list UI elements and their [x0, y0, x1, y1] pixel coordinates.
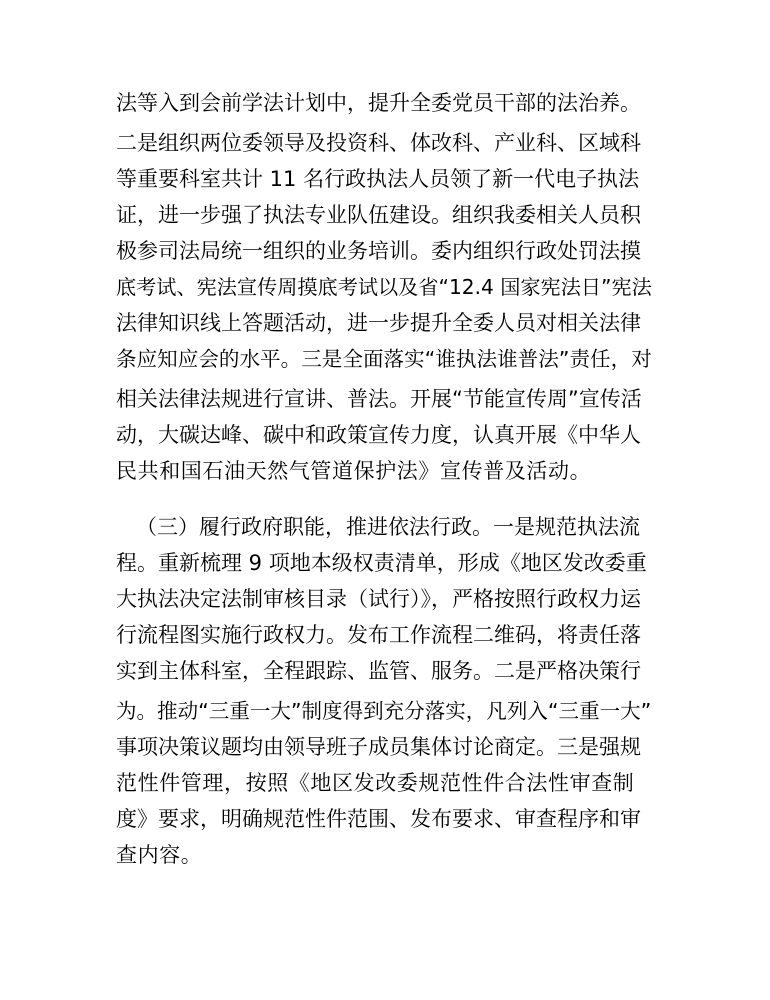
paragraph-2-line-8: 范性件管理，按照《地区发改委规范性件合法性审查制 — [116, 771, 635, 795]
paragraph-2-line-6: 为。推动“三重一大”制度得到充分落实，凡列入“三重一大” — [116, 699, 652, 723]
paragraph-2-line-7: 事项决策议题均由领导班子成员集体讨论商定。三是强规 — [116, 735, 641, 759]
paragraph-1-line-8: 条应知应会的水平。三是全面落实“谁执法谁普法”责任，对 — [116, 347, 652, 371]
paragraph-1-line-10: 动，大碳达峰、碳中和政策宣传力度，认真开展《中华人 — [116, 423, 641, 447]
paragraph-2-line-3: 大执法决定法制审核目录（试行）》，严格按照行政权力运 — [116, 587, 641, 611]
paragraph-1-line-6: 底考试、宪法宣传周摸底考试以及省“12.4 国家宪法日”宪法 — [116, 275, 652, 299]
paragraph-1-line-7: 法律知识线上答题活动，进一步提升全委人员对相关法律 — [116, 311, 641, 335]
paragraph-1-line-11: 民共和国石油天然气管道保护法》宣传普及活动。 — [116, 459, 592, 483]
paragraph-2-line-4: 行流程图实施行政权力。发布工作流程二维码，将责任落 — [116, 623, 641, 647]
paragraph-2-line-9: 度》要求，明确规范性件范围、发布要求、审查程序和审 — [116, 807, 641, 831]
paragraph-1-line-5: 极参司法局统一组织的业务培训。委内组织行政处罚法摸 — [116, 239, 641, 263]
paragraph-2-line-10: 查内容。 — [116, 843, 203, 867]
paragraph-1-line-9: 相关法律法规进行宣讲、普法。开展“节能宣传周”宣传活 — [116, 387, 642, 411]
paragraph-1-line-1: 法等入到会前学法计划中，提升全委党员干部的法治养。 — [116, 91, 641, 115]
paragraph-1-line-4: 证，进一步强了执法专业队伍建设。组织我委相关人员积 — [116, 203, 641, 227]
paragraph-1-line-3: 等重要科室共计 11 名行政执法人员领了新一代电子执法 — [116, 167, 640, 191]
paragraph-2-line-2: 程。重新梳理 9 项地本级权责清单，形成《地区发改委重 — [116, 551, 647, 575]
paragraph-1-line-2: 二是组织两位委领导及投资科、体改科、产业科、区域科 — [116, 131, 641, 155]
paragraph-2-line-1: （三）履行政府职能，推进依法行政。一是规范执法流 — [136, 515, 640, 539]
paragraph-2-line-5: 实到主体科室，全程跟踪、监管、服务。二是严格决策行 — [116, 659, 641, 683]
